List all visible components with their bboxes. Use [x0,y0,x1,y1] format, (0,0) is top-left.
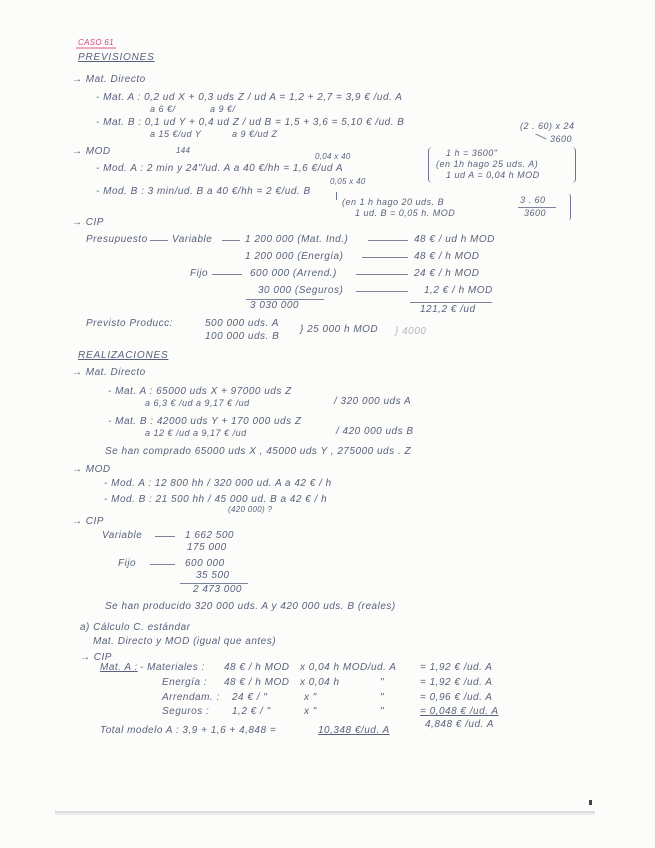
real-variable-label: Variable [102,530,143,541]
connector-line [155,536,175,537]
real-cip-total: 2 473 000 [193,584,242,595]
calculo-concepto: Seguros : [162,706,210,717]
fijo-label: Fijo [190,268,209,279]
scan-mark [589,800,592,805]
cip-row-amount: 1 200 000 (Mat. Ind.) [245,234,349,245]
previsto-extra: } 4000 [395,326,427,337]
cip-total-rate: 121,2 € /ud [420,304,476,315]
mod-b-note-1: (en 1 h hago 20 uds. B [342,197,445,207]
connector-line [356,291,408,292]
connector-line [212,274,242,275]
previsto-uds-a: 500 000 uds. A [205,318,279,329]
real-mat-b-prices: a 12 € /ud a 9,17 € /ud [145,428,247,438]
calculo-resultado: = 0,048 € /ud. A [420,706,499,717]
real-mod-note: (420 000) ? [228,505,273,514]
calculo-resultado: = 1,92 € /ud. A [420,662,493,673]
cip-row-rate: 24 € / h MOD [414,268,480,279]
side-note-arrow [535,134,546,140]
mod-a-bracket-line-3: 1 ud A = 0,04 h MOD [446,170,540,180]
calculo-ditto: " [380,677,385,688]
cip-row-rate: 1,2 € / h MOD [424,285,493,296]
calculo-concepto: - Materiales : [140,662,205,673]
mod-b-calc: 0,05 x 40 [330,177,366,186]
cip-row-rate: 48 € / h MOD [414,251,480,262]
connector-line [222,240,240,241]
real-variable-2: 175 000 [187,542,227,553]
mod-b-fraction-den: 3600 [524,208,547,218]
connector-line [368,240,408,241]
real-fijo-label: Fijo [118,558,137,569]
side-note-formula: (2 . 60) x 24 [520,121,575,131]
calculo-concepto: Arrendam. : [162,692,220,703]
prev-mat-a-price-z: a 9 €/ [210,104,236,114]
cip-row-amount: 1 200 000 (Energía) [245,251,344,262]
calculo-horas: x " [304,706,317,717]
calculo-resultado: = 1,92 € /ud. A [420,677,493,688]
previsto-label: Previsto Producc: [86,318,173,329]
calculo-tasa: 48 € / h MOD [224,662,290,673]
mod-b-note-2: 1 ud. B = 0,05 h. MOD [355,208,456,218]
cip-row-rate: 48 € / ud h MOD [414,234,495,245]
note-144: 144 [176,146,191,155]
real-mat-a-line: - Mat. A : 65000 uds X + 97000 uds Z [108,386,292,397]
real-variable-1: 1 662 500 [185,530,234,541]
calculo-tasa: 1,2 € / " [232,706,271,717]
real-mat-b-line: - Mat. B : 42000 uds Y + 170 000 uds Z [108,416,302,427]
mod-a-bracket-line-1: 1 h = 3600" [446,148,498,158]
prev-mod-heading: → MOD [72,146,111,157]
real-fijo-1: 600 000 [185,558,225,569]
case-tag: CASO 61 [78,38,114,47]
calculo-concepto: Energía : [162,677,208,688]
prev-mod-a-line: - Mod. A : 2 min y 24"/ud. A a 40 €/hh = 1,6 €/ud A [96,163,344,174]
calculo-horas: x 0,04 h MOD/ud. A [300,662,397,673]
prev-cip-heading: → CIP [72,217,104,228]
calculo-ditto: " [380,692,385,703]
calculo-subtotal: 4,848 € /ud. A [425,719,494,730]
prev-mat-a-line: - Mat. A : 0,2 ud X + 0,3 uds Z / ud A = 1,2 + 2,7 = 3,9 € /ud. A [96,92,403,103]
real-compras: Se han comprado 65000 uds X , 45000 uds Y , 275000 uds . Z [105,446,412,457]
real-mat-a-per: / 320 000 uds A [334,396,412,407]
mod-b-note-hook [336,192,337,200]
real-mod-b: - Mod. B : 21 500 hh / 45 000 ud. B a 42 € / h [104,494,328,505]
real-mat-b-per: / 420 000 uds B [336,426,414,437]
prev-mat-b-price-z: a 9 €/ud Z [232,129,278,139]
calculo-cip-heading: → CIP [80,652,112,663]
prev-mat-a-price-x: a 6 €/ [150,104,176,114]
cip-total-amount: 3 030 000 [250,300,299,311]
real-mat-a-prices: a 6,3 € /ud a 9,17 € /ud [145,398,250,408]
calculo-heading: a) Cálculo C. estándar [80,622,191,633]
calculo-total-label: Total modelo A : 3,9 + 1,6 + 4,848 = [100,725,277,736]
previsiones-title: PREVISIONES [78,52,155,63]
scan-shadow [55,811,595,815]
calculo-note: Mat. Directo y MOD (igual que antes) [93,636,277,647]
connector-line [150,564,175,565]
real-mod-heading: → MOD [72,464,111,475]
prev-mat-directo-heading: → Mat. Directo [72,74,146,85]
real-fijo-2: 35 500 [196,570,230,581]
mod-b-bracket [566,194,571,220]
cip-row-amount: 600 000 (Arrend.) [250,268,337,279]
calculo-tasa: 24 € / " [232,692,268,703]
real-mat-directo-heading: → Mat. Directo [72,367,146,378]
calculo-horas: x " [304,692,317,703]
mod-b-fraction-num: 3 . 60 [520,195,546,205]
calculo-tasa: 48 € / h MOD [224,677,290,688]
variable-label: Variable [172,234,213,245]
prev-mod-b-line: - Mod. B : 3 min/ud. B a 40 €/hh = 2 €/ud. B [96,186,311,197]
sum-line [410,302,492,303]
calculo-resultado: = 0,96 € /ud. A [420,692,493,703]
calculo-ditto: " [380,706,385,717]
presupuesto-label: Presupuesto [86,234,148,245]
mod-a-bracket-line-2: (en 1h hago 25 uds. A) [436,159,539,169]
side-note-result: 3600 [550,134,573,144]
realizaciones-title: REALIZACIONES [78,350,169,361]
previsto-horas: } 25 000 h MOD [300,324,379,335]
calculo-total-value: 10,348 €/ud. A [318,725,390,736]
real-produccion: Se han producido 320 000 uds. A y 420 000 uds. B (reales) [105,601,396,612]
prev-mat-b-price-y: a 15 €/ud Y [150,129,202,139]
previsto-uds-b: 100 000 uds. B [205,331,280,342]
connector-line [362,257,408,258]
real-mod-a: - Mod. A : 12 800 hh / 320 000 ud. A a 42 € / h [104,478,332,489]
calculo-horas: x 0,04 h [300,677,340,688]
connector-line [356,274,408,275]
mod-a-calc: 0,04 x 40 [315,152,351,161]
cip-row-amount: 30 000 (Seguros) [258,285,344,296]
calculo-producto: Mat. A : [100,662,138,673]
connector-line [150,240,168,241]
real-cip-heading: → CIP [72,516,104,527]
prev-mat-b-line: - Mat. B : 0,1 ud Y + 0,4 ud Z / ud B = 1,5 + 3,6 = 5,10 € /ud. B [96,117,405,128]
